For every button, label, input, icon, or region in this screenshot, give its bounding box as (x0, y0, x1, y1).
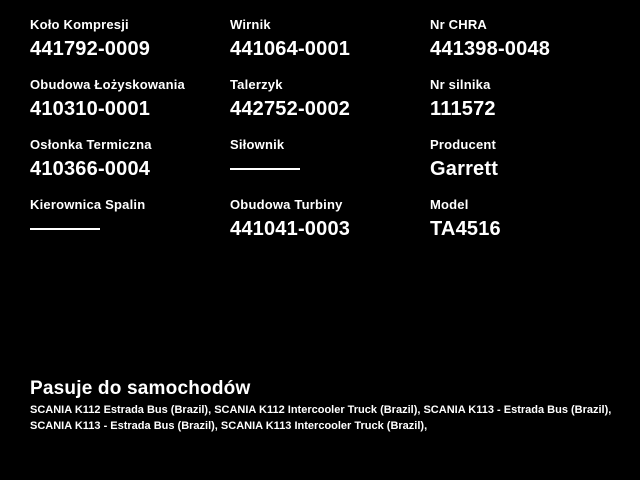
field-value: TA4516 (430, 218, 501, 240)
field-producent (430, 138, 630, 198)
field-obudowa-turbiny (230, 198, 430, 258)
field-label: Model (430, 197, 469, 212)
compatibility-line: SCANIA K112 Estrada Bus (Brazil), SCANIA K112 Intercooler Truck (Brazil), SCANIA K113 - Estrada Bus (Brazil), (30, 404, 612, 416)
field-talerzyk (230, 78, 430, 138)
field-label: Koło Kompresji (30, 17, 129, 32)
field-value: 111572 (430, 98, 496, 120)
compatibility-line: SCANIA K113 - Estrada Bus (Brazil), SCANIA K113 Intercooler Truck (Brazil), (30, 420, 428, 432)
field-wirnik (230, 18, 430, 78)
field-value: Garrett (430, 158, 499, 180)
field-value: 441792-0009 (30, 38, 151, 60)
field-nr-silnika (430, 78, 630, 138)
empty-value-dash (230, 168, 300, 170)
field-value: 441064-0001 (230, 38, 351, 60)
compatibility-heading: Pasuje do samochodów (30, 378, 251, 399)
field-label: Nr silnika (430, 77, 491, 92)
field-label: Producent (430, 137, 497, 152)
field-value: 441398-0048 (430, 38, 551, 60)
compatibility-section (30, 378, 640, 434)
field-label: Wirnik (230, 17, 271, 32)
field-nr-chra (430, 18, 630, 78)
field-value: 410310-0001 (30, 98, 151, 120)
field-label: Osłonka Termiczna (30, 137, 152, 152)
field-kolo-kompresji (30, 18, 230, 78)
empty-value-dash (30, 228, 100, 230)
field-value: 442752-0002 (230, 98, 351, 120)
field-label: Siłownik (230, 137, 285, 152)
field-label: Nr CHRA (430, 17, 488, 32)
field-label: Obudowa Łożyskowania (30, 77, 185, 92)
field-value: 410366-0004 (30, 158, 151, 180)
part-info-grid (30, 18, 630, 258)
field-kierownica-spalin (30, 198, 230, 258)
field-oslonka-termiczna (30, 138, 230, 198)
field-label: Kierownica Spalin (30, 197, 146, 212)
field-obudowa-lozyskowania (30, 78, 230, 138)
field-model (430, 198, 630, 258)
field-label: Talerzyk (230, 77, 283, 92)
field-value: 441041-0003 (230, 218, 351, 240)
field-silownik (230, 138, 430, 198)
field-label: Obudowa Turbiny (230, 197, 343, 212)
